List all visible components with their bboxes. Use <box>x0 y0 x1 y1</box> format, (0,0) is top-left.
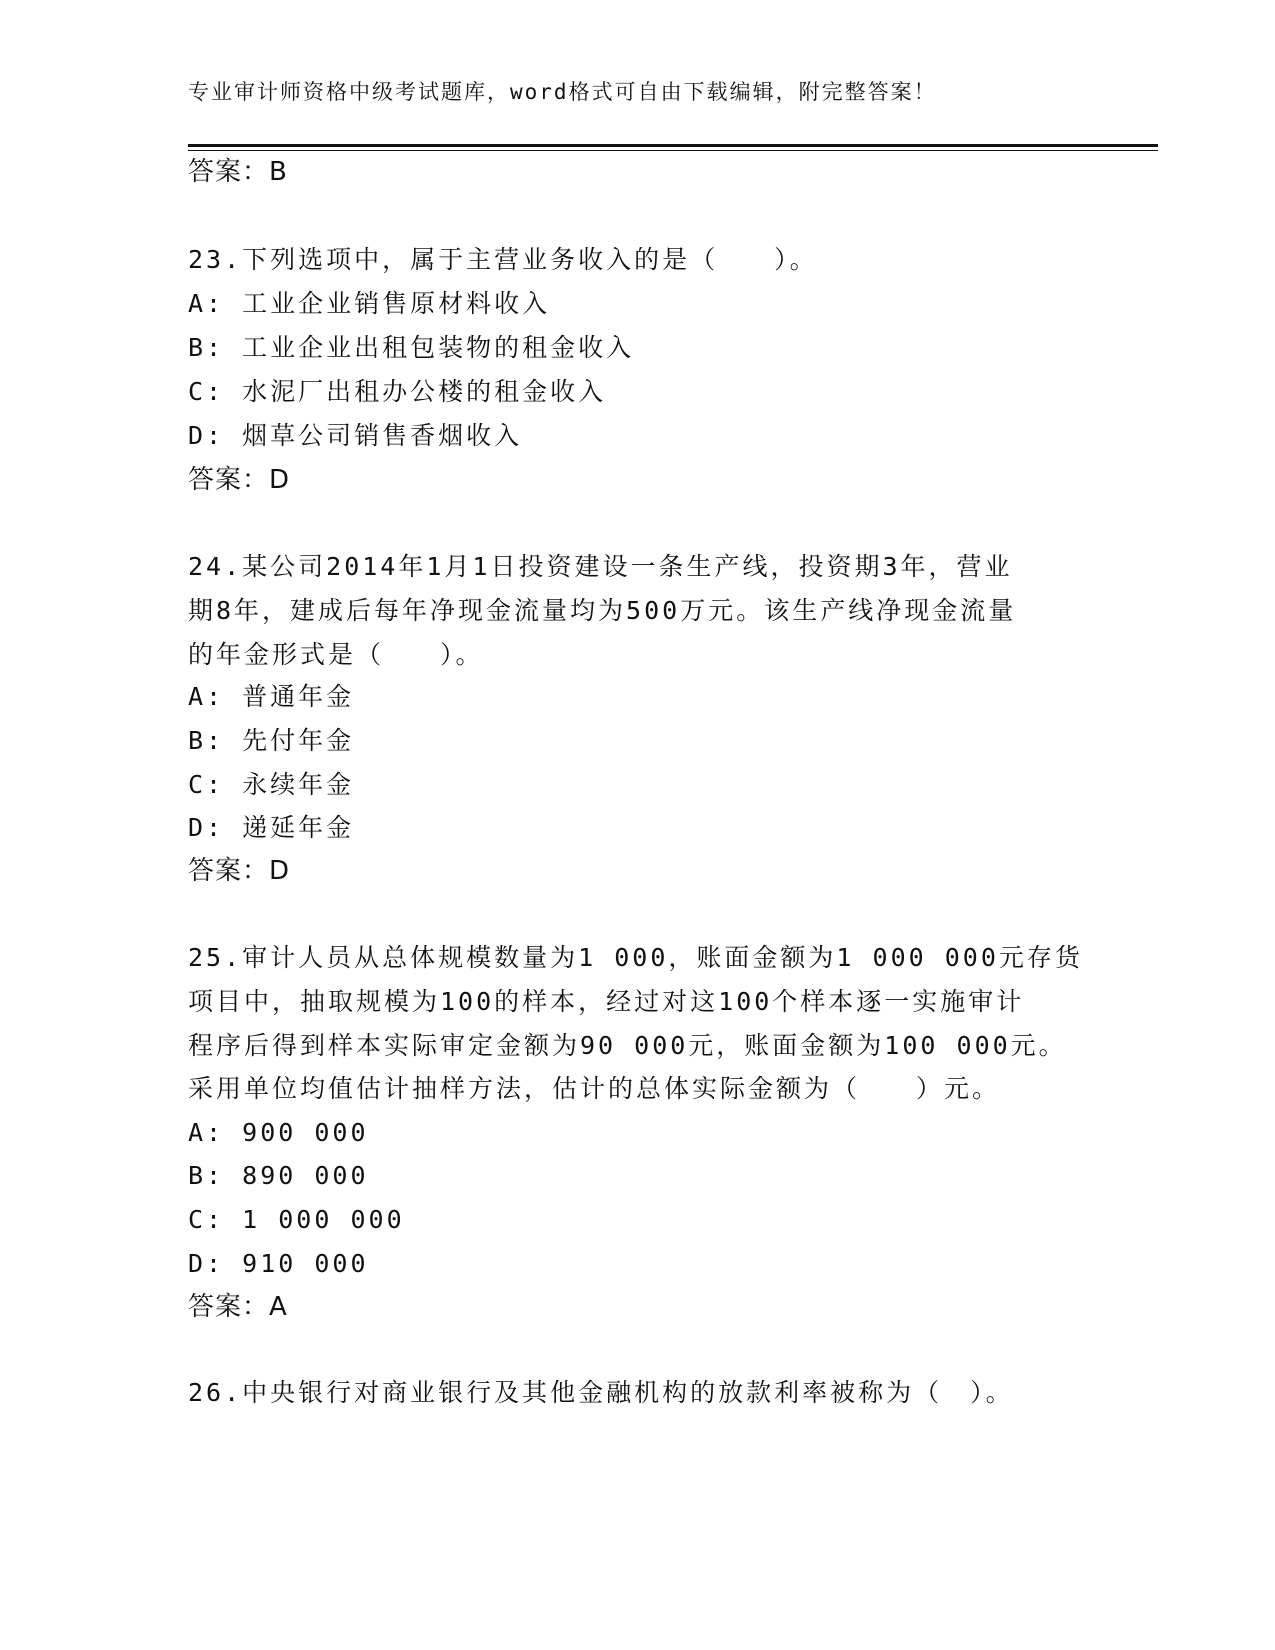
option-d: D: 910 000 <box>188 1249 369 1278</box>
answer-line: 答案：D <box>188 856 291 886</box>
answer-line: 答案：D <box>188 465 291 495</box>
question-stem: 24.某公司2014年1月1日投资建设一条生产线，投资期3年，营业 <box>188 552 1013 581</box>
option-a: A: 900 000 <box>188 1118 369 1147</box>
option-a: A: 工业企业销售原材料收入 <box>188 289 551 318</box>
header-rule-thick <box>188 144 1158 147</box>
question-stem: 25.审计人员从总体规模数量为1 000，账面金额为1 000 000元存货 <box>188 943 1083 972</box>
question-stem: 26.中央银行对商业银行及其他金融机构的放款利率被称为（ ）。 <box>188 1378 1014 1407</box>
question-stem: 23.下列选项中，属于主营业务收入的是（ ）。 <box>188 245 818 274</box>
option-a: A: 普通年金 <box>188 682 355 711</box>
answer-line: 答案：A <box>188 1292 288 1322</box>
option-c: C: 永续年金 <box>188 770 355 799</box>
option-d: D: 烟草公司销售香烟收入 <box>188 421 523 450</box>
answer-line: 答案：B <box>188 157 288 187</box>
option-b: B: 890 000 <box>188 1161 369 1190</box>
option-c: C: 水泥厂出租办公楼的租金收入 <box>188 377 607 406</box>
question-stem: 程序后得到样本实际审定金额为90 000元，账面金额为100 000元。 <box>188 1031 1067 1060</box>
question-stem: 项目中，抽取规模为100的样本，经过对这100个样本逐一实施审计 <box>188 987 1025 1016</box>
option-c: C: 1 000 000 <box>188 1205 405 1234</box>
header-rule-thin <box>188 150 1158 151</box>
option-b: B: 先付年金 <box>188 726 355 755</box>
question-stem: 采用单位均值估计抽样方法，估计的总体实际金额为（ ）元。 <box>188 1074 1001 1103</box>
page-header: 专业审计师资格中级考试题库，word格式可自由下载编辑，附完整答案！ <box>188 80 937 104</box>
option-d: D: 递延年金 <box>188 813 355 842</box>
option-b: B: 工业企业出租包装物的租金收入 <box>188 333 635 362</box>
question-stem: 期8年，建成后每年净现金流量均为500万元。该生产线净现金流量 <box>188 596 1017 625</box>
question-stem: 的年金形式是（ ）。 <box>188 640 484 669</box>
